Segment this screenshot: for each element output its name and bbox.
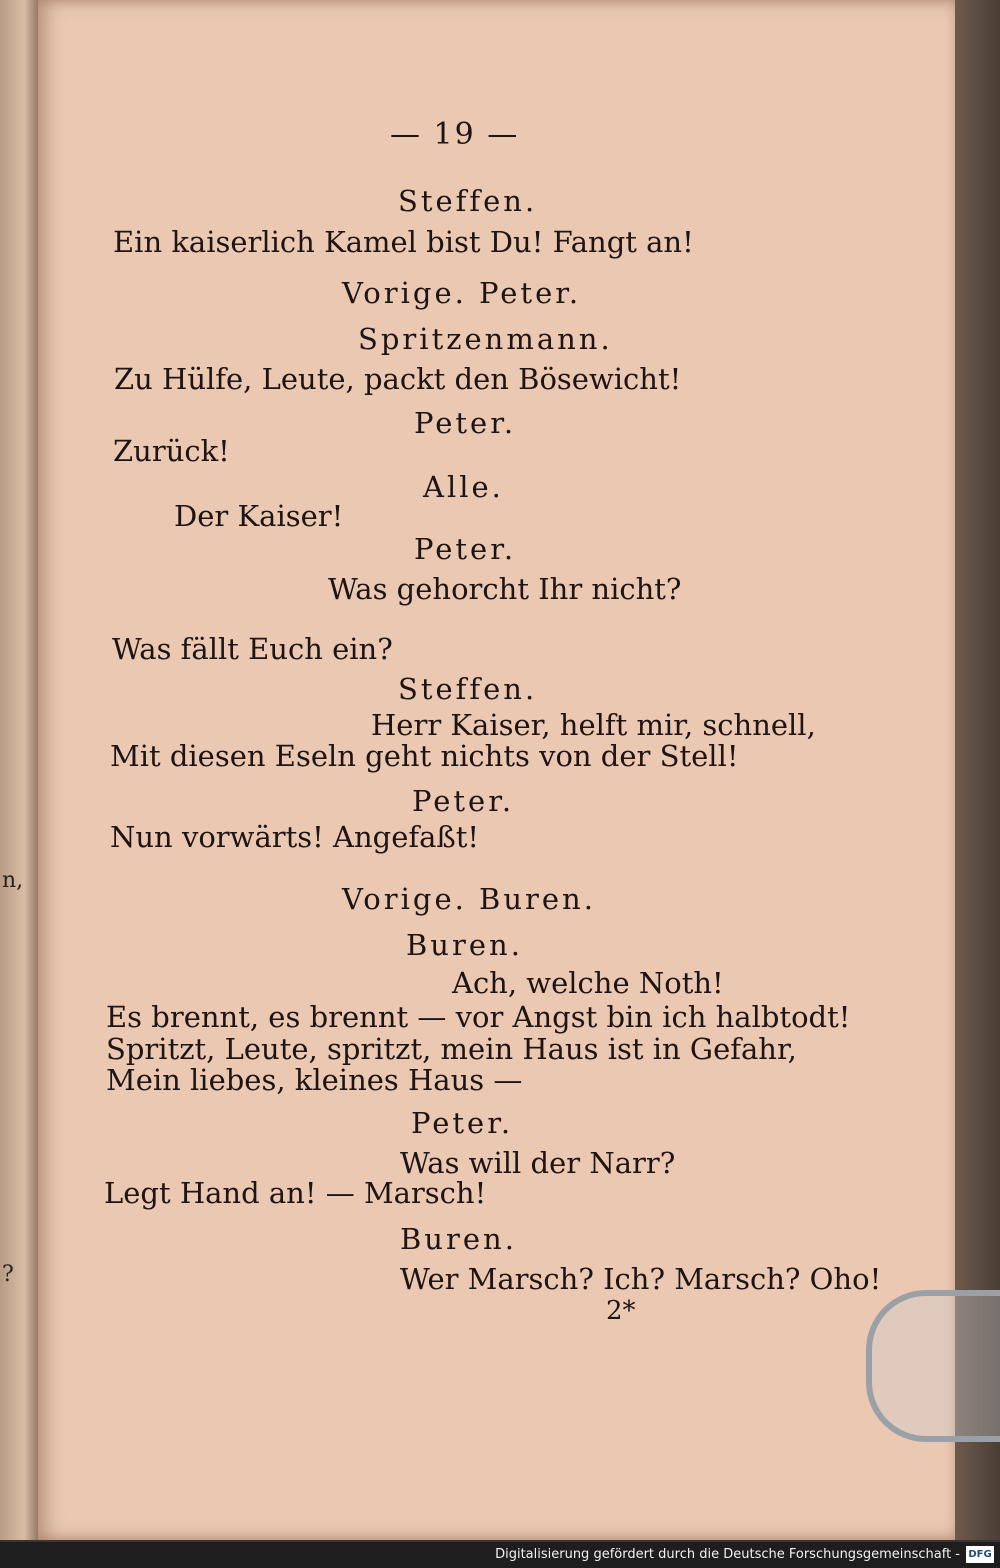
scene-heading: Vorige. Buren. [342,882,596,916]
verse-line: Mein liebes, kleines Haus — [106,1063,523,1097]
verse-line: Ein kaiserlich Kamel bist Du! Fangt an! [113,225,694,259]
verse-line: Zurück! [113,434,230,468]
verse-line: Was will der Narr? [400,1146,676,1180]
verse-line: Ach, welche Noth! [452,966,724,1000]
verse-line: Nun vorwärts! Angefaßt! [110,820,480,854]
speaker-heading: Peter. [414,406,517,440]
verse-line: Der Kaiser! [174,499,344,533]
digitization-footer: Digitalisierung gefördert durch die Deutsche Forschungsgemeinschaft - [0,1542,1000,1568]
left-page-edge [0,0,40,1540]
verse-line: Wer Marsch? Ich? Marsch? Oho! [400,1262,882,1296]
page-number: — 19 — [390,117,520,152]
speaker-heading: Peter. [412,784,515,818]
signature-mark: 2* [606,1296,636,1326]
verse-line: Was gehorcht Ihr nicht? [328,572,682,606]
speaker-heading: Peter. [411,1106,514,1140]
speaker-heading: Alle. [423,470,504,504]
paper-clip [866,1290,1000,1442]
verse-line: Zu Hülfe, Leute, packt den Bösewicht! [114,362,682,396]
left-page-fragment: ? [2,1262,14,1287]
verse-line: Spritzt, Leute, spritzt, mein Haus ist in Gefahr, [106,1032,797,1066]
verse-line: Mit diesen Eseln geht nichts von der Stell! [110,739,739,773]
dfg-logo: DFG [966,1546,994,1563]
left-page-fragment: n, [2,868,24,893]
verse-line: Was fällt Euch ein? [112,632,393,666]
verse-line: Legt Hand an! — Marsch! [104,1176,487,1210]
verse-line: Herr Kaiser, helft mir, schnell, [371,708,816,742]
verse-line: Es brennt, es brennt — vor Angst bin ich halbtodt! [106,1000,851,1034]
speaker-heading: Spritzenmann. [358,322,613,356]
speaker-heading: Steffen. [398,184,538,218]
speaker-heading: Peter. [414,532,517,566]
speaker-heading: Buren. [400,1222,517,1256]
scene-heading: Vorige. Peter. [342,276,582,310]
speaker-heading: Steffen. [398,672,538,706]
speaker-heading: Buren. [406,928,523,962]
